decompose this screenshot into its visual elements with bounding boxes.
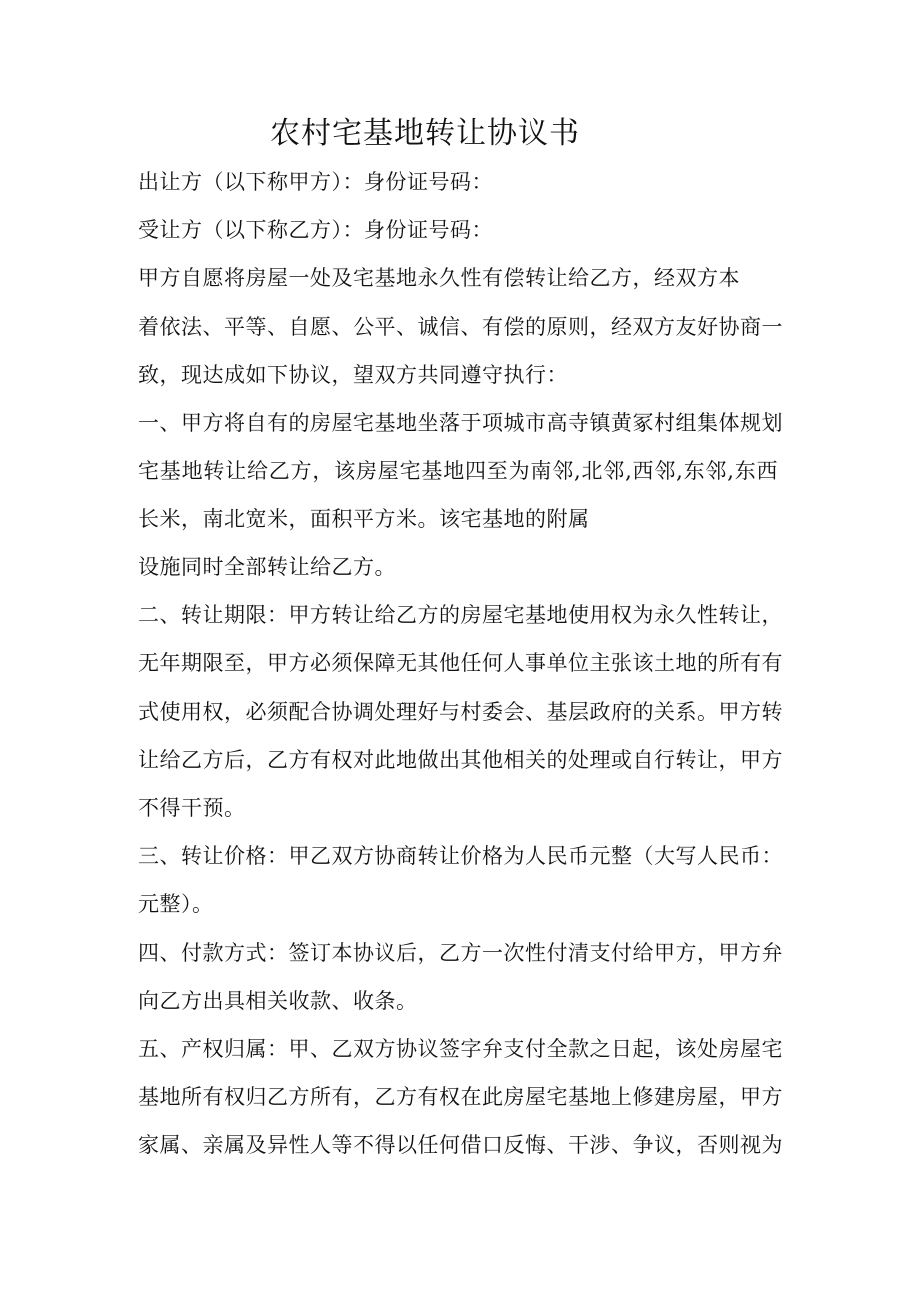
document-title: 农村宅基地转让协议书 (270, 116, 580, 151)
paragraph-line: 让给乙方后，乙方有权对此地做出其他相关的处理或自行转让，甲方 (138, 748, 783, 772)
paragraph-line: 家属、亲属及异性人等不得以任何借口反悔、干涉、争议，否则视为 (138, 1133, 783, 1157)
paragraph-line: 致，现达成如下协议，望双方共同遵守执行： (138, 363, 568, 387)
paragraph-line: 四、付款方式：签订本协议后，乙方一次性付清支付给甲方，甲方弁 (138, 941, 783, 965)
paragraph-line: 五、产权归属：甲、乙双方协议签字弁支付全款之日起，该处房屋宅 (138, 1037, 783, 1061)
paragraph-line: 设施同时全部转让给乙方。 (138, 555, 396, 579)
paragraph-line: 基地所有权归乙方所有，乙方有权在此房屋宅基地上修建房屋，甲方 (138, 1085, 783, 1109)
paragraph-line: 式使用权，必须配合协调处理好与村委会、基层政府的关系。甲方转 (138, 700, 783, 724)
paragraph-line: 长米，南北宽米，面积平方米。该宅基地的附属 (138, 507, 590, 531)
paragraph-line: 元整）。 (138, 892, 214, 916)
paragraph-line: 着依法、平等、自愿、公平、诚信、有偿的原则，经双方友好协商一 (138, 315, 783, 339)
paragraph-line: 不得干预。 (138, 796, 246, 820)
paragraph-line: 甲方自愿将房屋一处及宅基地永久性有偿转让给乙方，经双方本 (138, 266, 740, 290)
paragraph-line: 一、甲方将自有的房屋宅基地坐落于项城市高寺镇黄冢村组集体规划 (138, 411, 783, 435)
paragraph-line: 出让方（以下称甲方）：身份证号码： (138, 170, 493, 194)
paragraph-line: 向乙方出具相关收款、收条。 (138, 989, 418, 1013)
paragraph-line: 三、转让价格：甲乙双方协商转让价格为人民币元整（大写人民币： (138, 844, 783, 868)
paragraph-line: 无年期限至，甲方必须保障无其他任何人事单位主张该土地的所有有 (138, 651, 783, 675)
paragraph-line: 二、转让期限：甲方转让给乙方的房屋宅基地使用权为永久性转让， (138, 603, 783, 627)
paragraph-line: 受让方（以下称乙方）：身份证号码： (138, 218, 493, 242)
paragraph-line: 宅基地转让给乙方，该房屋宅基地四至为南邻,北邻,西邻,东邻,东西 (138, 459, 778, 483)
